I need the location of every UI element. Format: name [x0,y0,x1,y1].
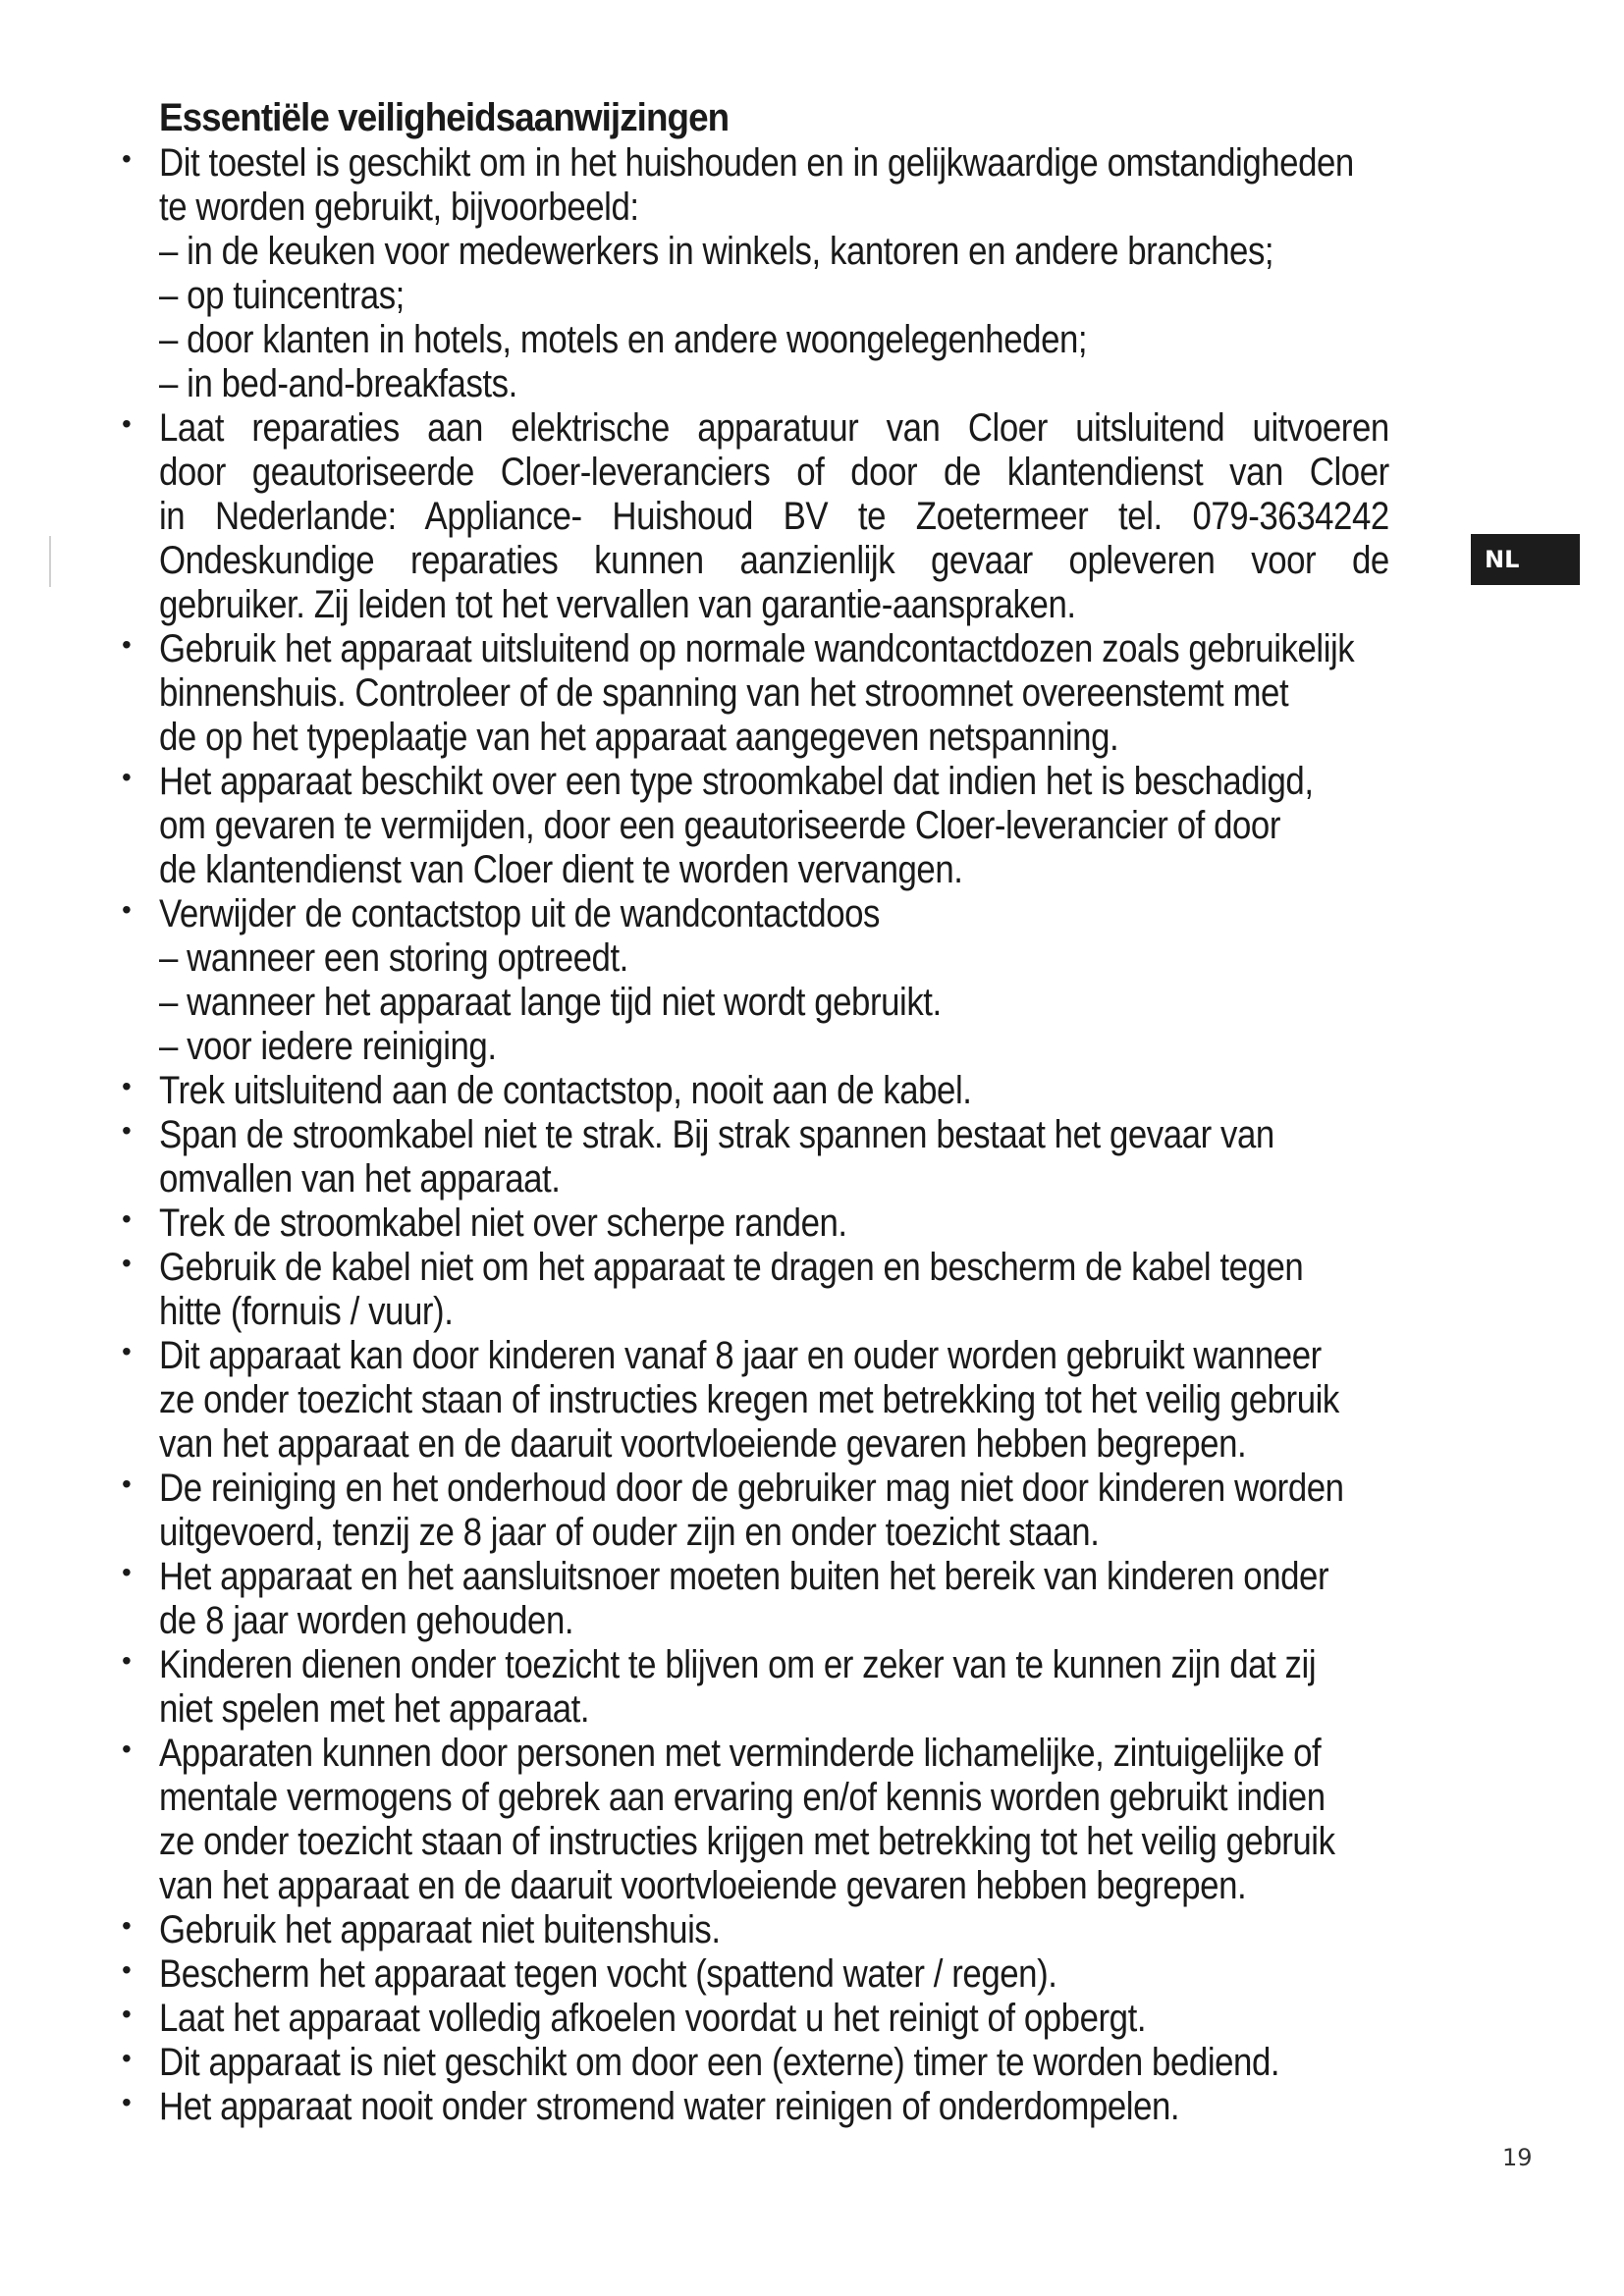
item-text-line: Laat reparaties aan elektrische apparatuur van Cloer uitsluitend uitvoeren [159,406,1389,450]
item-text-line: door geautoriseerde Cloer-leveranciers of door de klantendienst van Cloer [159,451,1389,494]
bullet-icon: • [122,2087,132,2117]
bullet-icon: • [122,1645,132,1676]
item-text-line: – op tuincentras; [159,274,405,317]
list-item [122,760,1516,892]
item-text-line: omvallen van het apparaat. [159,1157,561,1201]
bullet-icon: • [122,408,132,439]
list-item [122,1732,1516,1908]
list-item [122,1246,1516,1334]
item-text-line: Dit apparaat is niet geschikt om door een (externe) timer te worden bediend. [159,2041,1280,2084]
item-text-line: – in de keuken voor medewerkers in winkels, kantoren en andere branches; [159,230,1274,273]
item-text-line: de klantendienst van Cloer dient te worden vervangen. [159,848,963,891]
item-text-line: De reiniging en het onderhoud door de gebruiker mag niet door kinderen worden [159,1467,1344,1510]
item-text-line: Trek de stroomkabel niet over scherpe randen. [159,1201,847,1245]
list-item [122,406,1516,627]
list-item [122,892,1516,1069]
list-item [122,2085,1516,2129]
list-item [122,2041,1516,2085]
item-text-line: Het apparaat en het aansluitsnoer moeten buiten het bereik van kinderen onder [159,1555,1329,1598]
item-text-line: van het apparaat en de daaruit voortvloeiende gevaren hebben begrepen. [159,1864,1247,1907]
item-text-line: – wanneer een storing optreedt. [159,936,628,980]
item-text-line: Kinderen dienen onder toezicht te blijven om er zeker van te kunnen zijn dat zij [159,1643,1317,1686]
safety-list [122,141,1516,2129]
item-text-line: de 8 jaar worden gehouden. [159,1599,574,1642]
list-item [122,1555,1516,1643]
list-item [122,1069,1516,1113]
list-item [122,141,1516,406]
bullet-icon: • [122,143,132,174]
bullet-icon: • [122,629,132,660]
item-text-line: Gebruik het apparaat niet buitenshuis. [159,1908,721,1951]
page-number: 19 [1502,2144,1533,2171]
item-text-line: Het apparaat beschikt over een type stroomkabel dat indien het is beschadigd, [159,760,1314,803]
item-text-line: binnenshuis. Controleer of de spanning van het stroomnet overeenstemt met [159,671,1289,715]
item-text-line: niet spelen met het apparaat. [159,1687,590,1731]
item-text-line: mentale vermogens of gebrek aan ervaring en/of kennis worden gebruikt indien [159,1776,1326,1819]
bullet-icon: • [122,1954,132,1985]
bullet-icon: • [122,1734,132,1764]
item-text-line: Trek uitsluitend aan de contactstop, nooit aan de kabel. [159,1069,972,1112]
item-text-line: hitte (fornuis / vuur). [159,1290,454,1333]
bullet-icon: • [122,1115,132,1146]
item-text-line: Gebruik de kabel niet om het apparaat te dragen en bescherm de kabel tegen [159,1246,1304,1289]
list-item [122,1467,1516,1555]
item-text-line: de op het typeplaatje van het apparaat aangegeven netspanning. [159,716,1119,759]
item-text-line: Ondeskundige reparaties kunnen aanzienlijk gevaar opleveren voor de [159,539,1389,582]
item-text-line: van het apparaat en de daaruit voortvloeiende gevaren hebben begrepen. [159,1422,1247,1466]
bullet-icon: • [122,1336,132,1366]
list-item [122,1952,1516,1997]
item-text-line: Dit toestel is geschikt om in het huishouden en in gelijkwaardige omstandigheden [159,141,1354,185]
bullet-icon: • [122,894,132,925]
bullet-icon: • [122,762,132,792]
item-text-line: Dit apparaat kan door kinderen vanaf 8 jaar en ouder worden gebruikt wanneer [159,1334,1322,1377]
section-heading: Essentiële veiligheidsaanwijzingen [159,96,730,139]
item-text-line: Apparaten kunnen door personen met verminderde lichamelijke, zintuigelijke of [159,1732,1322,1775]
bullet-icon: • [122,2043,132,2073]
item-text-line: Gebruik het apparaat uitsluitend op normale wandcontactdozen zoals gebruikelijk [159,627,1355,670]
list-item [122,1201,1516,1246]
item-text-line: Bescherm het apparaat tegen vocht (spattend water / regen). [159,1952,1057,1996]
item-text-line: Het apparaat nooit onder stromend water reinigen of onderdompelen. [159,2085,1180,2128]
item-text-line: Laat het apparaat volledig afkoelen voordat u het reinigt of opbergt. [159,1997,1147,2040]
item-text-line: – voor iedere reiniging. [159,1025,497,1068]
item-text-line: ze onder toezicht staan of instructies kregen met betrekking tot het veilig gebruik [159,1378,1339,1421]
bullet-icon: • [122,1999,132,2029]
safety-instructions [122,141,1516,2129]
list-item [122,1908,1516,1952]
item-text-line: ze onder toezicht staan of instructies krijgen met betrekking tot het veilig gebruik [159,1820,1335,1863]
item-text-line: Span de stroomkabel niet te strak. Bij strak spannen bestaat het gevaar van [159,1113,1274,1156]
item-text-line: in Nederlande: Appliance- Huishoud BV te Zoetermeer tel. 079-3634242 [159,495,1389,538]
bullet-icon: • [122,1468,132,1499]
item-text-line: om gevaren te vermijden, door een geautoriseerde Cloer-leverancier of door [159,804,1280,847]
item-text-line: Verwijder de contactstop uit de wandcontactdoos [159,892,881,935]
item-text-line: – in bed-and-breakfasts. [159,362,517,405]
bullet-icon: • [122,1557,132,1587]
bullet-icon: • [122,1248,132,1278]
list-item [122,1643,1516,1732]
language-badge: NL [1471,534,1580,585]
item-text-line: gebruiker. Zij leiden tot het vervallen van garantie-aanspraken. [159,583,1076,626]
list-item [122,627,1516,760]
list-item [122,1334,1516,1467]
list-item [122,1113,1516,1201]
bullet-icon: • [122,1910,132,1941]
list-item [122,1997,1516,2041]
item-text-line: te worden gebruikt, bijvoorbeeld: [159,186,639,229]
item-text-line: – wanneer het apparaat lange tijd niet wordt gebruikt. [159,981,942,1024]
item-text-line: uitgevoerd, tenzij ze 8 jaar of ouder zijn en onder toezicht staan. [159,1511,1100,1554]
item-text-line: – door klanten in hotels, motels en andere woongelegenheden; [159,318,1088,361]
bullet-icon: • [122,1203,132,1234]
margin-rule [49,536,51,587]
bullet-icon: • [122,1071,132,1101]
